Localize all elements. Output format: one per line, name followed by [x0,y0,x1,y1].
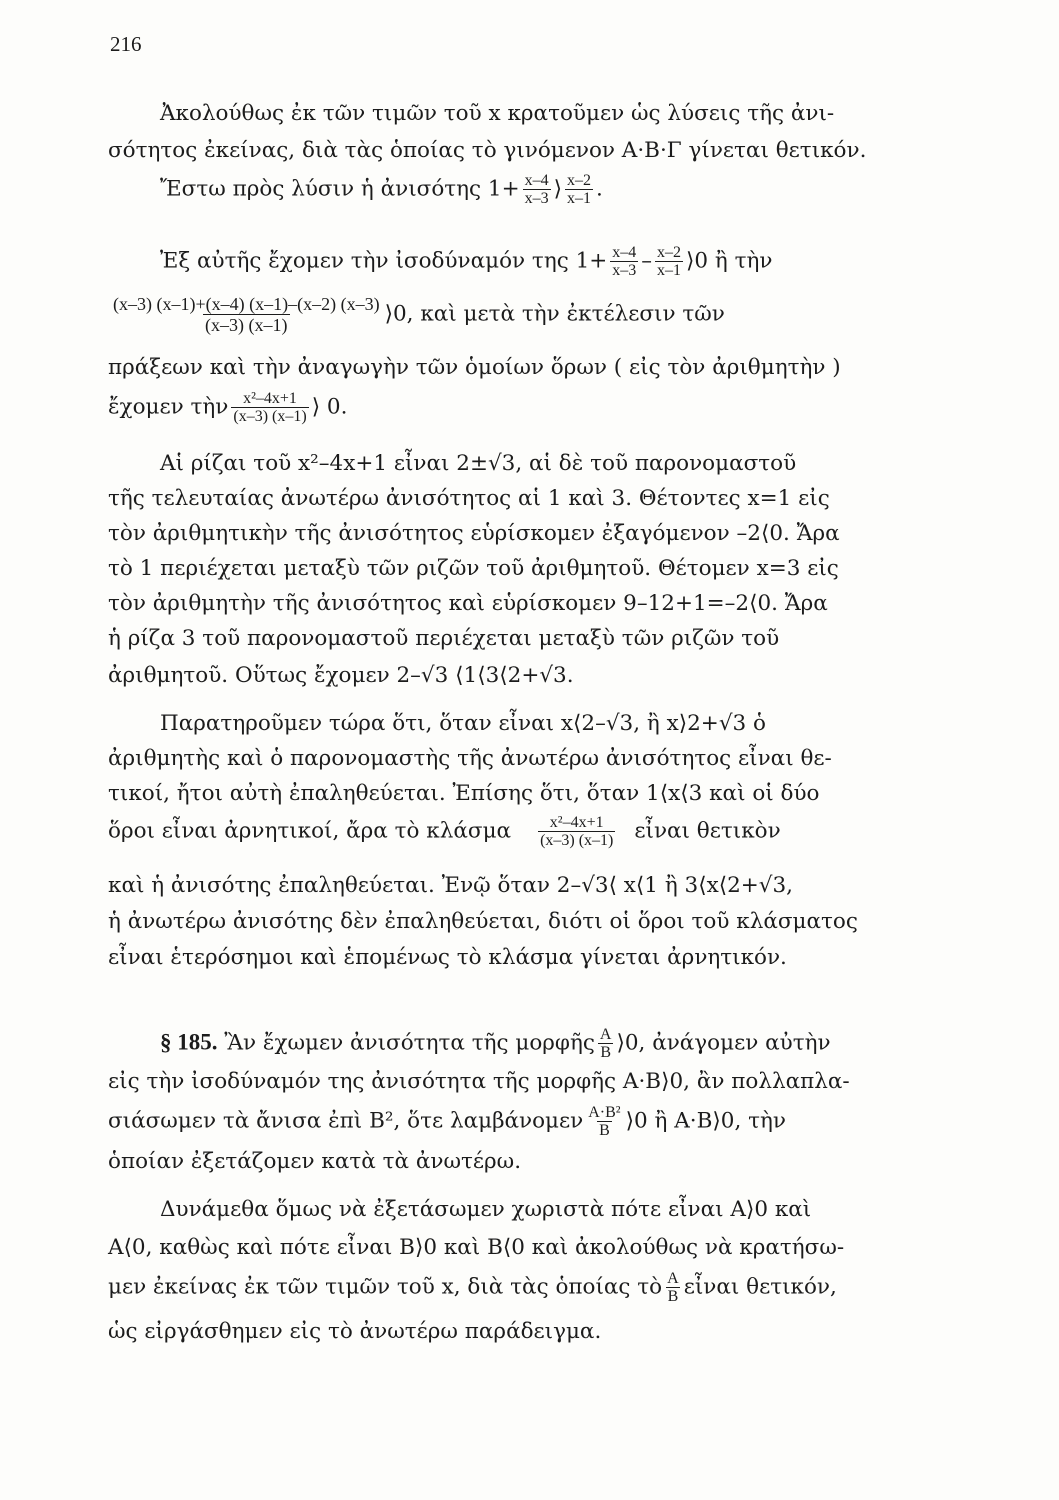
text-line: σότητος ἐκείνας, διὰ τὰς ὁποίας τὸ γινόμενον Α·Β·Γ γίνεται θετικόν. [108,138,867,163]
fraction [538,814,615,849]
text-line: τὸ 1 περιέχεται μεταξὺ τῶν ριζῶν τοῦ ἀριθμητοῦ. Θέτομεν x=3 εἰς [108,556,839,581]
text-segment: ⟩0 ἢ Α·Β⟩0, τὴν [625,1108,786,1134]
text-line: εἰς τὴν ἰσοδύναμόν της ἀνισότητα τῆς μορφῆς Α·Β⟩0, ἂν πολλαπλα- [108,1069,850,1094]
minus-sign: – [641,248,653,274]
text-segment: ⟩0, ἀνάγομεν αὐτὴν [616,1030,831,1056]
inequality-line [108,390,347,425]
numerator: x²–4x+1 [243,390,297,407]
numerator: Α [667,1270,679,1287]
text-segment: εἶναι θετικὸν [634,818,781,844]
inequality-line [160,244,773,279]
text-segment: σιάσωμεν τὰ ἄνισα ἐπὶ Β², ὅτε λαμβάνομεν [108,1108,584,1134]
fraction [665,1270,681,1305]
denominator: x–1 [567,190,592,207]
text-line: τικοί, ἤτοι αὐτὴ ἐπαληθεύεται. Ἐπίσης ὅτι, ὅταν 1⟨x⟨3 καὶ οἱ δύο [108,781,820,806]
numerator: Α·Β² [588,1104,621,1121]
numerator: x–2 [657,244,682,261]
text-line: Αἱ ρίζαι τοῦ x²–4x+1 εἶναι 2±√3, αἱ δὲ τοῦ παρονομαστοῦ [160,451,797,476]
text-segment: ⟩ 0. [311,394,348,420]
text-segment: ἔχομεν τὴν [108,394,229,420]
fraction [610,244,638,279]
numerator: Α [599,1026,612,1043]
fraction [565,172,593,207]
denominator: (x–3) (x–1) [540,832,614,849]
text-line: εἶναι ἑτερόσημοι καὶ ἑπομένως τὸ κλάσμα γίνεται ἀρνητικόν. [108,945,787,970]
text-segment: ὅροι εἶναι ἀρνητικοί, ἄρα τὸ κλάσμα [108,818,512,844]
text-line: Δυνάμεθα ὅμως νὰ ἐξετάσωμεν χωριστὰ πότε εἶναι Α⟩0 καὶ [160,1197,812,1222]
denominator: Β [667,1288,679,1305]
text-segment: Ἂν ἔχωμεν ἀνισότητα τῆς μορφῆς [224,1030,595,1056]
inequality-line [108,294,725,335]
text-line: ἡ ἀνωτέρω ἀνισότης δὲν ἐπαληθεύεται, διότι οἱ ὅροι τοῦ κλάσματος [108,909,858,934]
text-line: ἀριθμητοῦ. Οὕτως ἔχομεν 2–√3 ⟨1⟨3⟨2+√3. [108,663,574,688]
text-segment: Ἐξ αὐτῆς ἔχομεν τὴν ἰσοδύναμόν της 1+ [160,248,608,274]
text-line: Ἀκολούθως ἐκ τῶν τιμῶν τοῦ x κρατοῦμεν ὡς λύσεις τῆς ἀνι- [160,101,835,126]
text-line: ἀριθμητὴς καὶ ὁ παρονομαστὴς τῆς ἀνωτέρω ἀνισότητος εἶναι θε- [108,746,832,771]
section-number: § 185. [160,1029,218,1055]
denominator: (x–3) (x–1) [233,408,307,425]
numerator: x–4 [524,172,549,189]
numerator: (x–3) (x–1)+(x–4) (x–1)–(x–2) (x–3) [113,294,380,314]
inequality-line [108,1270,837,1305]
numerator: x²–4x+1 [549,814,604,831]
denominator: (x–3) (x–1) [205,315,288,335]
numerator: x–4 [612,244,637,261]
text-line: πράξεων καὶ τὴν ἀναγωγὴν τῶν ὁμοίων ὅρων ( εἰς τὸν ἀριθμητὴν ) [108,355,841,380]
page-number: 216 [110,32,142,56]
text-segment: μεν ἐκείνας ἐκ τῶν τιμῶν τοῦ x, διὰ τὰς ὁποίας τὸ [108,1274,663,1300]
denominator: Β [600,1044,611,1061]
fraction [586,1104,622,1139]
text-line: καὶ ἡ ἀνισότης ἐπαληθεύεται. Ἐνῷ ὅταν 2–√3⟨ x⟨1 ἢ 3⟨x⟨2+√3, [108,873,794,898]
text-block [108,98,958,1388]
fraction [655,244,683,279]
text-segment: εἶναι θετικόν, [683,1274,837,1300]
denominator: x–1 [657,262,682,279]
text-segment: Ἔστω πρὸς λύσιν ἡ ἀνισότης 1+ [160,176,520,202]
fraction [231,390,308,425]
text-line: τῆς τελευταίας ἀνωτέρω ἀνισότητος αἱ 1 καὶ 3. Θέτοντες x=1 εἰς [108,486,830,511]
text-segment: . [596,176,603,202]
text-segment: ⟩0, καὶ μετὰ τὴν ἐκτέλεσιν τῶν [384,301,725,327]
fraction [111,294,382,335]
text-line: Παρατηροῦμεν τώρα ὅτι, ὅταν εἶναι x⟨2–√3, ἢ x⟩2+√3 ὁ [160,711,766,736]
text-line: ὁποίαν ἐξετάζομεν κατὰ τὰ ἀνωτέρω. [108,1149,522,1174]
text-line: Α⟨0, καθὼς καὶ πότε εἶναι Β⟩0 καὶ Β⟨0 καὶ ἀκολούθως νὰ κρατήσω- [108,1235,845,1260]
denominator: Β [599,1122,610,1139]
relation-sign: ⟩ [553,176,563,202]
fraction [598,1026,614,1061]
text-line: ἡ ρίζα 3 τοῦ παρονομαστοῦ περιέχεται μεταξὺ τῶν ριζῶν τοῦ [108,626,780,651]
inequality-line [108,814,781,849]
denominator: x–3 [524,190,549,207]
inequality-line [160,172,603,207]
text-line: ὡς εἰργάσθημεν εἰς τὸ ἀνωτέρω παράδειγμα. [108,1319,602,1344]
section-line [160,1026,831,1061]
text-line: τὸν ἀριθμητικὴν τῆς ἀνισότητος εὑρίσκομεν ἐξαγόμενον –2⟨0. Ἄρα [108,521,840,546]
inequality-line [108,1104,786,1139]
fraction [523,172,551,207]
numerator: x–2 [567,172,592,189]
denominator: x–3 [612,262,637,279]
text-segment: ⟩0 ἢ τὴν [686,248,773,274]
text-line: τὸν ἀριθμητὴν τῆς ἀνισότητος καὶ εὑρίσκομεν 9–12+1=–2⟨0. Ἄρα [108,591,828,616]
